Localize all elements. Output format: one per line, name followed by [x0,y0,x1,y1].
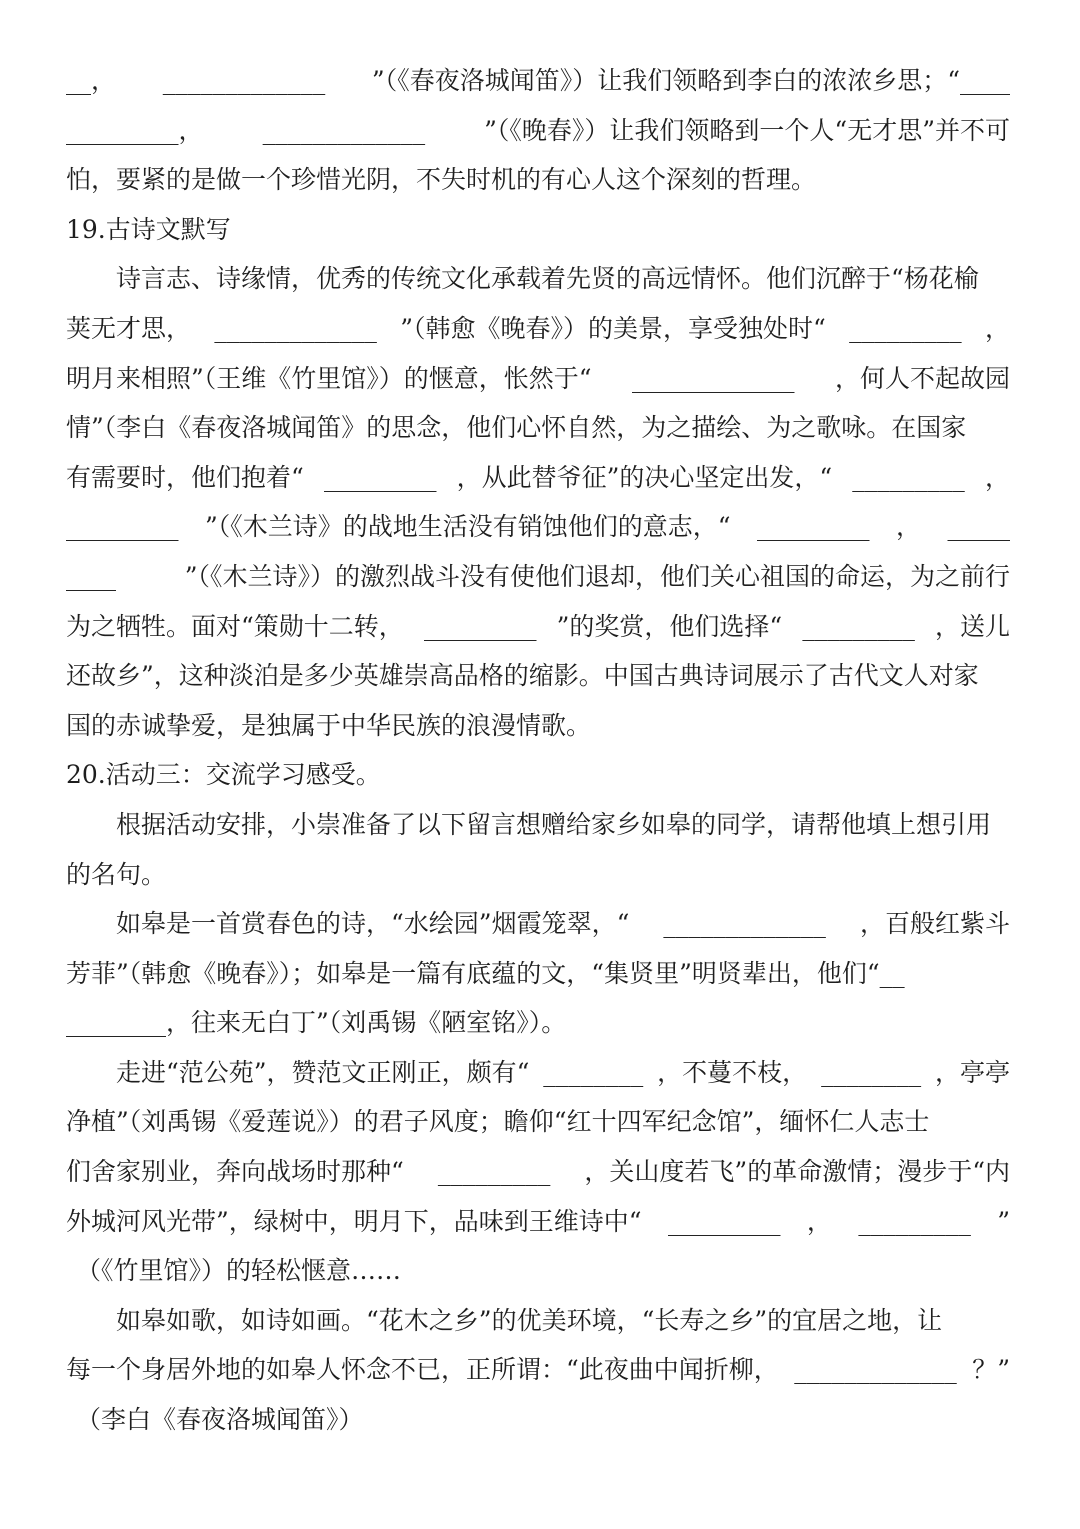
text-segment: ，关山度若飞”的革命激情；漫步于“内 [584,1157,1010,1187]
text-line [66,1345,1010,1395]
text-segment: ，送儿 [934,611,1010,641]
fill-blank: ________ [543,1057,644,1087]
fill-blank: _____ [947,512,1010,542]
text-line [66,701,1010,751]
text-segment: 诗言志、诗缘情，优秀的传统文化承载着先贤的高远情怀。他们沉醉于“杨花榆 [116,264,979,294]
text-line [66,56,1010,106]
fill-blank: _________， [66,115,204,145]
text-segment: 怕，要紧的是做一个珍惜光阴，不失时机的有心人这个深刻的哲理。 [66,165,817,195]
text-line [66,254,1010,304]
text-segment: 外城河风光带”，绿树中，明月下，品味到王维诗中“ [66,1206,642,1236]
text-line [66,1097,1010,1147]
text-segment: ，亭亭 [934,1057,1010,1087]
fill-blank: _________ [852,462,965,492]
question-heading [66,750,1010,800]
text-line [66,651,1010,701]
fill-blank: ____ [66,561,116,591]
fill-blank: _____________ [794,1355,957,1385]
text-segment: 芳菲”（韩愈《晚春》）；如皋是一篇有底蕴的文，“集贤里”明贤辈出，他们“__ [66,958,905,988]
fill-blank: _________ [858,1206,971,1236]
text-segment: ”的奖赏，他们选择“ [556,611,783,641]
fill-blank: _________ [66,512,179,542]
text-segment: 还故乡”，这种淡泊是多少英雄崇高品格的缩影。中国古典诗词展示了古代文人对家 [66,661,979,691]
text-segment: ”（《木兰诗》的战地生活没有销蚀他们的意志，“ [204,512,731,542]
text-segment: 净植”（刘禹锡《爱莲说》）的君子风度；瞻仰“红十四军纪念馆”，缅怀仁人志士 [66,1107,930,1137]
text-line [66,1197,1010,1247]
fill-blank: ________ [821,1057,922,1087]
text-line [66,453,1010,503]
text-line [66,850,1010,900]
text-segment: ” [997,1206,1010,1236]
fill-blank: _____________ [632,363,795,393]
fill-blank: _____________ [162,66,326,95]
text-line [66,106,1010,156]
question-number-title: 19.古诗文默写 [66,214,231,244]
text-segment: 国的赤诚挚爱，是独属于中华民族的浪漫情歌。 [66,710,592,740]
text-segment: 明月来相照”（王维《竹里馆》）的惬意，怅然于“ [66,363,592,393]
text-segment: ， [984,313,1010,343]
text-segment: ”（《木兰诗》）的激烈战斗没有使他们退却，他们关心祖国的命运，为之前行 [184,561,1010,591]
question-number-title: 20.活动三：交流学习感受。 [66,760,381,790]
text-line [66,1395,1010,1445]
text-line [66,552,1010,602]
text-segment: ， [984,462,1010,492]
fill-blank: _________ [802,611,915,641]
text-line [66,354,1010,404]
fill-blank: _____________ [262,115,426,145]
text-segment: 为之牺牲。面对“策勋十二转， [66,611,404,641]
text-line [66,800,1010,850]
text-segment: ，不蔓不枝， [657,1057,808,1087]
fill-blank: _________ [757,512,870,542]
text-segment: ，从此替爷征”的决心坚定出发，“ [456,462,833,492]
text-segment: ， [806,1206,832,1236]
text-line [66,1246,1010,1296]
text-segment: 情”（李白《春夜洛城闻笛》的思念，他们心怀自然，为之描绘、为之歌咏。在国家 [66,413,967,443]
text-line [66,155,1010,205]
fill-blank: _____________ [663,909,826,939]
fill-blank: _________ [667,1206,781,1236]
text-line [66,502,1010,552]
fill-blank: _________ [323,462,437,492]
text-line [66,1147,1010,1197]
text-segment: ”（韩愈《晚春》）的美景，享受独处时“ [400,313,826,343]
fill-blank: _____________ [214,313,377,343]
text-segment: ，何人不起故园 [834,363,1010,393]
text-segment: __， [66,66,117,95]
text-segment: 每一个身居外地的如皋人怀念不已，正所谓：“此夜曲中闻折柳， [66,1355,779,1385]
text-line [66,304,1010,354]
text-segment: ”（《春夜洛城闻笛》）让我们领略到李白的浓浓乡思；“____ [371,66,1010,95]
fill-blank: _________ [437,1157,551,1187]
text-line [66,949,1010,999]
text-segment: 如皋是一首赏春色的诗，“水绘园”烟霞笼翠，“ [116,909,630,939]
text-segment: 走进“范公苑”，赞范文正刚正，颇有“ [116,1057,530,1087]
text-line [66,899,1010,949]
fill-blank: _________ [849,313,962,343]
text-line [66,1048,1010,1098]
text-line [66,1296,1010,1346]
text-segment: （李白《春夜洛城闻笛》） [76,1405,364,1435]
text-segment: ， [895,512,921,542]
text-segment: 有需要时，他们抱着“ [66,462,304,492]
text-segment: 根据活动安排，小崇准备了以下留言想赠给家乡如皋的同学，请帮他填上想引用 [116,809,992,839]
text-segment: （《竹里馆》）的轻松惬意…… [76,1256,402,1286]
fill-blank: ________ [66,1008,166,1038]
question-heading [66,205,1010,255]
text-line [66,998,1010,1048]
text-segment: ”（《晚春》）让我们领略到一个人“无才思”并不可 [484,115,1010,145]
text-segment: 荚无才思， [66,313,192,343]
text-segment: 的名句。 [66,859,167,889]
text-segment: ，往来无白丁”（刘禹锡《陋室铭》）。 [166,1008,567,1038]
text-segment: ，百般红紫斗 [859,909,1010,939]
text-segment: ？” [972,1355,1010,1385]
text-segment: 如皋如歌，如诗如画。“花木之乡”的优美环境，“长寿之乡”的宜居之地，让 [116,1305,943,1335]
text-line [66,403,1010,453]
text-line [66,602,1010,652]
text-segment: 们舍家别业，奔向战场时那种“ [66,1157,404,1187]
fill-blank: _________ [423,611,537,641]
